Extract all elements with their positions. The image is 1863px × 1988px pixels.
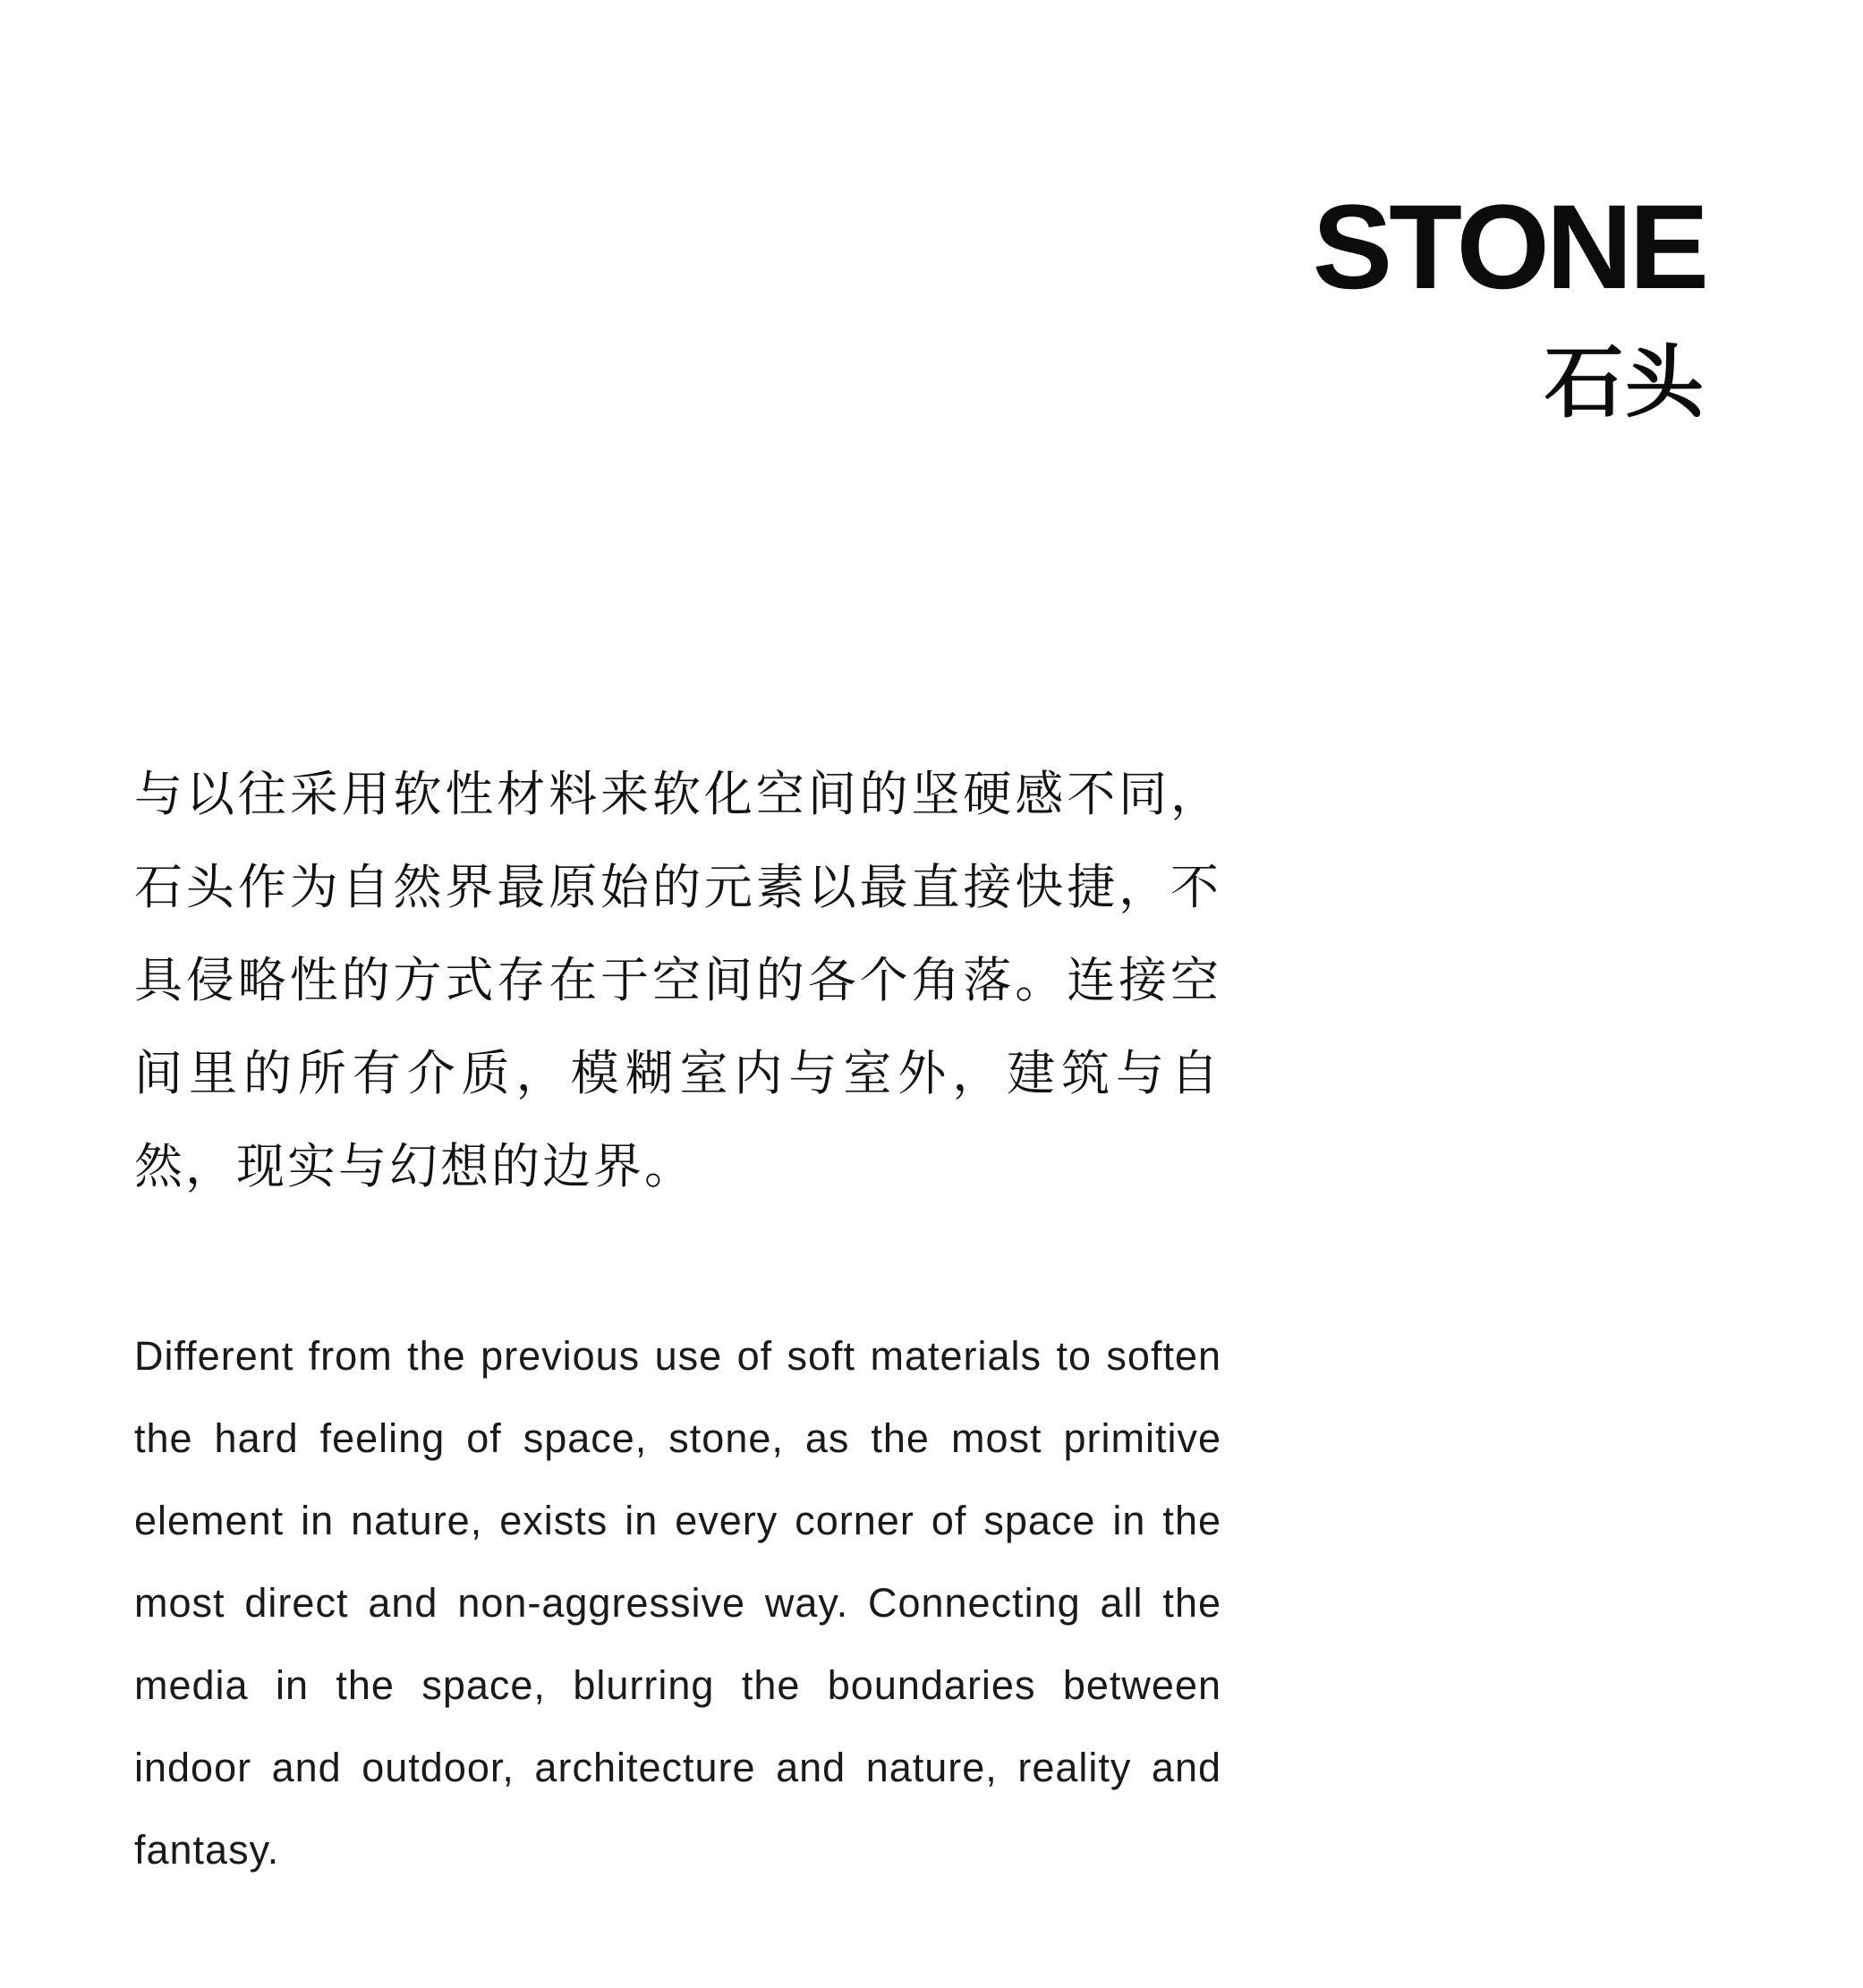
page-title-english: STONE bbox=[1312, 181, 1706, 314]
english-paragraph: Different from the previous use of soft materials to soften the hard feeling of space, stone, as the most primitive element in nature, exists in every corner of space in the most direct and non-aggressive way. Connecting all the media in the space, blurring the boundaries between indoor and outdoor, architecture and nature, reality and fantasy. bbox=[134, 1333, 1221, 1873]
chinese-paragraph: 与以往采用软性材料来软化空间的坚硬感不同，石头作为自然界最原始的元素以最直接快捷，不具侵略性的方式存在于空间的各个角落。连接空间里的所有介质，模糊室内与室外，建筑与自然，现实与幻想的边界。 bbox=[134, 766, 1221, 1194]
title-block bbox=[1312, 181, 1706, 429]
page-title-chinese: 石头 bbox=[1544, 336, 1706, 429]
